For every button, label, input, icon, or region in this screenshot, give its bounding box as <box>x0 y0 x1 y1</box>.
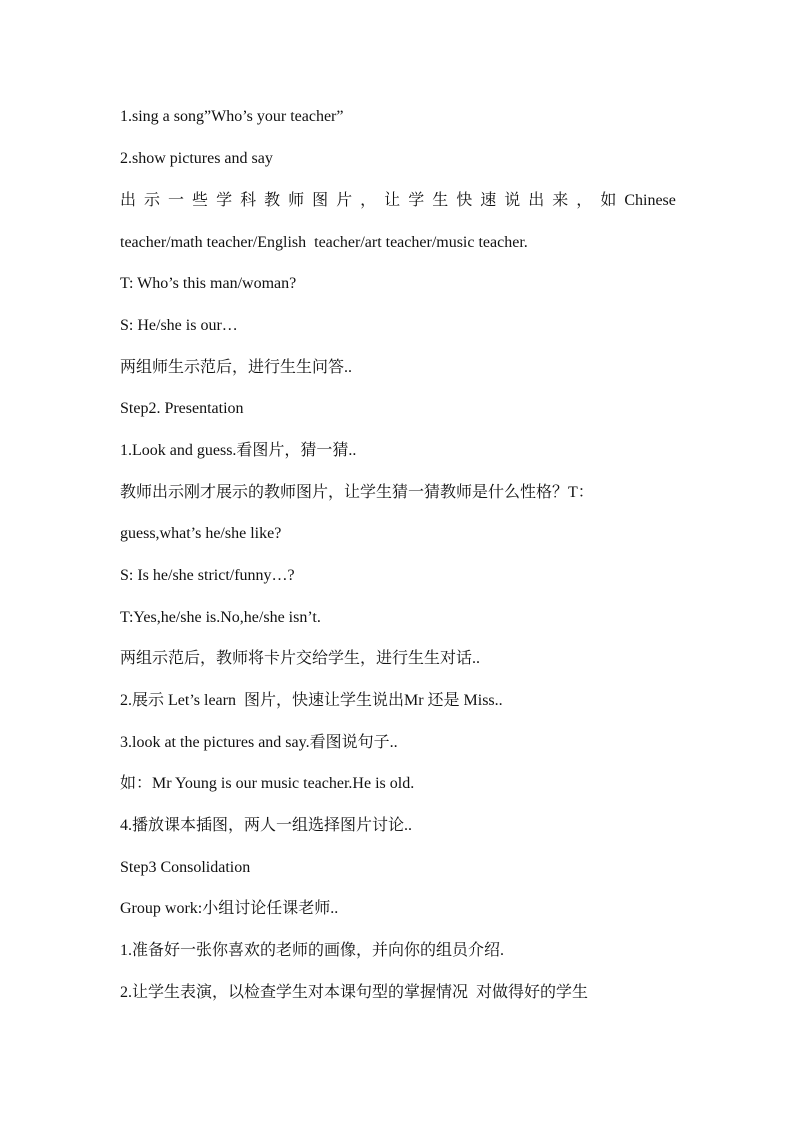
char: 科 <box>240 192 257 209</box>
text-line-look-say: 3.look at the pictures and say.看图说句子.. <box>120 734 398 751</box>
char: 速 <box>480 192 497 209</box>
char: ， <box>576 192 593 209</box>
char: 出 <box>120 192 137 209</box>
char: 说 <box>504 192 521 209</box>
text-line-t-question: T: Who’s this man/woman? <box>120 275 297 292</box>
text-line-lets-learn: 2.展示 Let’s learn 图片，快速让学生说出Mr 还是 Miss.. <box>120 692 503 709</box>
text-line-teacher-shows: 教师出示刚才展示的教师图片，让学生猜一猜教师是什么性格？T： <box>120 484 594 501</box>
char: 教 <box>264 192 281 209</box>
char: 生 <box>432 192 449 209</box>
text-line-prepare-portrait: 1.准备好一张你喜欢的老师的画像，并向你的组员介绍. <box>120 942 505 959</box>
text-line-guess-question: guess,what’s he/she like? <box>120 525 282 542</box>
section-heading-consolidation: Step3 Consolidation <box>120 859 251 876</box>
char: 图 <box>312 192 329 209</box>
char: 来 <box>552 192 569 209</box>
char: 学 <box>216 192 233 209</box>
text-line-group-work: Group work:小组讨论任课老师.. <box>120 900 339 917</box>
char: 片 <box>336 192 353 209</box>
text-line-perform: 2.让学生表演，以检查学生对本课句型的掌握情况 对做得好的学生 <box>120 984 589 1001</box>
text-line-t-yes-no: T:Yes,he/she is.No,he/she isn’t. <box>120 609 321 626</box>
text-line-chinese-instruction <box>120 190 676 212</box>
text-line-card-dialogue: 两组示范后，教师将卡片交给学生，进行生生对话.. <box>120 650 481 667</box>
char: 师 <box>288 192 305 209</box>
char: 快 <box>456 192 473 209</box>
section-heading-presentation: Step2. Presentation <box>120 400 244 417</box>
text-line-pair-demo: 两组师生示范后，进行生生问答.. <box>120 359 353 376</box>
char: ， <box>360 192 377 209</box>
char: 些 <box>192 192 209 209</box>
text-line-s-answer: S: He/she is our… <box>120 317 238 334</box>
text-line-example: 如：Mr Young is our music teacher.He is old. <box>120 775 415 792</box>
char: 出 <box>528 192 545 209</box>
text-line-s-strict: S: Is he/she strict/funny…? <box>120 567 295 584</box>
char: 让 <box>384 192 401 209</box>
char: 如 <box>600 192 617 209</box>
text-line-sing-song: 1.sing a song”Who’s your teacher” <box>120 108 344 125</box>
char: 一 <box>168 192 185 209</box>
char: Chinese <box>624 192 676 209</box>
char: 学 <box>408 192 425 209</box>
char: 示 <box>144 192 161 209</box>
text-line-play-illustration: 4.播放课本插图，两人一组选择图片讨论.. <box>120 817 413 834</box>
text-line-show-pictures: 2.show pictures and say <box>120 150 273 167</box>
text-line-look-guess: 1.Look and guess.看图片，猜一猜.. <box>120 442 357 459</box>
text-line-teacher-types: teacher/math teacher/English teacher/art teacher/music teacher. <box>120 234 528 251</box>
